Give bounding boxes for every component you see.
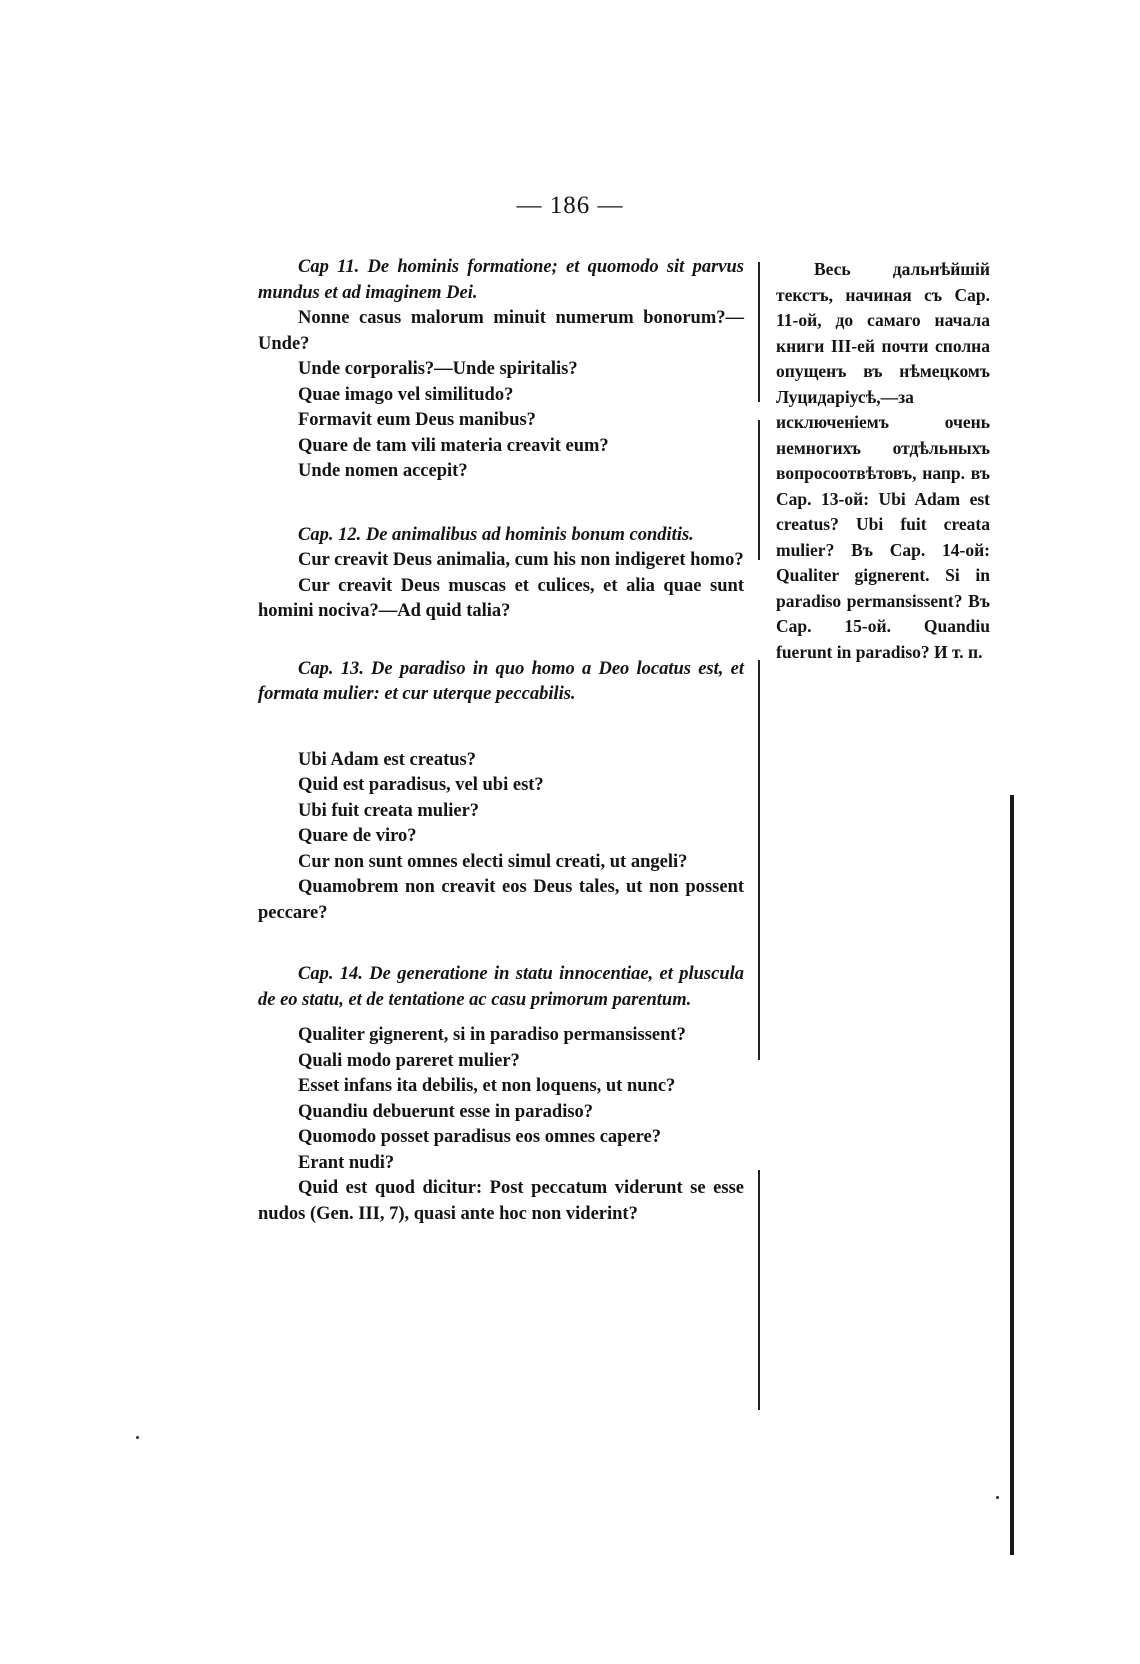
- column-bracket: [758, 262, 760, 402]
- question-line: Ubi fuit creata mulier?: [298, 800, 480, 821]
- question-line: Cur creavit Deus muscas et culices, et alia quae sunt homini nociva?—Ad quid talia?: [258, 575, 744, 621]
- print-speck: [136, 1436, 139, 1439]
- question-line: Qualiter gignerent, si in paradiso permansissent?: [298, 1025, 686, 1045]
- column-bracket: [758, 1170, 760, 1410]
- page-edge-rule: [1010, 795, 1014, 1555]
- column-bracket: [758, 660, 760, 1060]
- question-line: Cur non sunt omnes electi simul creati, ut angeli?: [298, 851, 688, 872]
- question-line: Ubi Adam est creatus?: [298, 749, 476, 770]
- question-line: Quare de viro?: [298, 826, 417, 846]
- chapter-heading: Cap. 14. De generatione in statu innocentiae, et pluscula de eo statu, et de tentatione ac casu primorum parentum.: [258, 964, 744, 1010]
- question-line: Esset infans ita debilis, et non loquens, ut nunc?: [298, 1076, 676, 1096]
- chapter-heading: Cap. 13. De paradiso in quo homo a Deo locatus est, et formata mulier: et cur uterque peccabilis.: [258, 658, 744, 704]
- question-line: Nonne casus malorum minuit numerum bonorum?—Unde?: [258, 308, 744, 354]
- main-text-column: [258, 255, 744, 1227]
- question-line: Quali modo pareret mulier?: [298, 1050, 520, 1071]
- question-line: Cur creavit Deus animalia, cum his non indigeret homo?: [298, 550, 744, 570]
- chapter-section: [258, 255, 744, 485]
- question-line: Erant nudi?: [298, 1152, 395, 1173]
- side-note: [776, 257, 990, 665]
- question-line: Quid est quod dicitur: Post peccatum viderunt se esse nudos (Gen. III, 7), quasi ante hoc non viderint?: [258, 1178, 744, 1224]
- column-bracket: [758, 420, 760, 560]
- question-line: Quamobrem non creavit eos Deus tales, ut non possent peccare?: [258, 877, 744, 923]
- question-line: Quomodo posset paradisus eos omnes capere?: [298, 1127, 661, 1147]
- question-line: Formavit eum Deus manibus?: [298, 410, 536, 430]
- chapter-section: [258, 657, 744, 927]
- chapter-heading: Cap 11. De hominis formatione; et quomodo sit parvus mundus et ad imaginem Dei.: [258, 257, 744, 303]
- chapter-heading: Cap. 12. De animalibus ad hominis bonum conditis.: [298, 524, 694, 545]
- page-number: — 186 —: [516, 192, 624, 219]
- question-line: Quae imago vel similitudo?: [298, 384, 514, 405]
- question-line: Unde corporalis?—Unde spiritalis?: [298, 359, 578, 379]
- question-line: Quid est paradisus, vel ubi est?: [298, 775, 544, 795]
- question-line: Quare de tam vili materia creavit eum?: [298, 435, 609, 456]
- chapter-section: [258, 962, 744, 1227]
- side-note-text: Весь дальнѣйшій текстъ, начиная съ Cap. 11-ой, до самаго начала книги III-ей почти сполна опущенъ въ нѣмецкомъ Луцидаріусѣ,—за исключеніемъ очень немногихъ отдѣльныхъ вопросоотвѣтовъ, напр. въ Cap. 13-ой: Ubi Adam est creatus? Ubi fuit creata mulier? Въ Cap. 14-ой: Qualiter gignerent. Si in paradiso permansissent? Въ Cap. 15-ой. Quandiu fuerunt in paradiso? И т. п.: [776, 259, 990, 662]
- question-line: Unde nomen accepit?: [298, 461, 468, 481]
- print-speck: [996, 1496, 999, 1499]
- question-line: Quandiu debuerunt esse in paradiso?: [298, 1101, 594, 1122]
- chapter-section: [258, 523, 744, 625]
